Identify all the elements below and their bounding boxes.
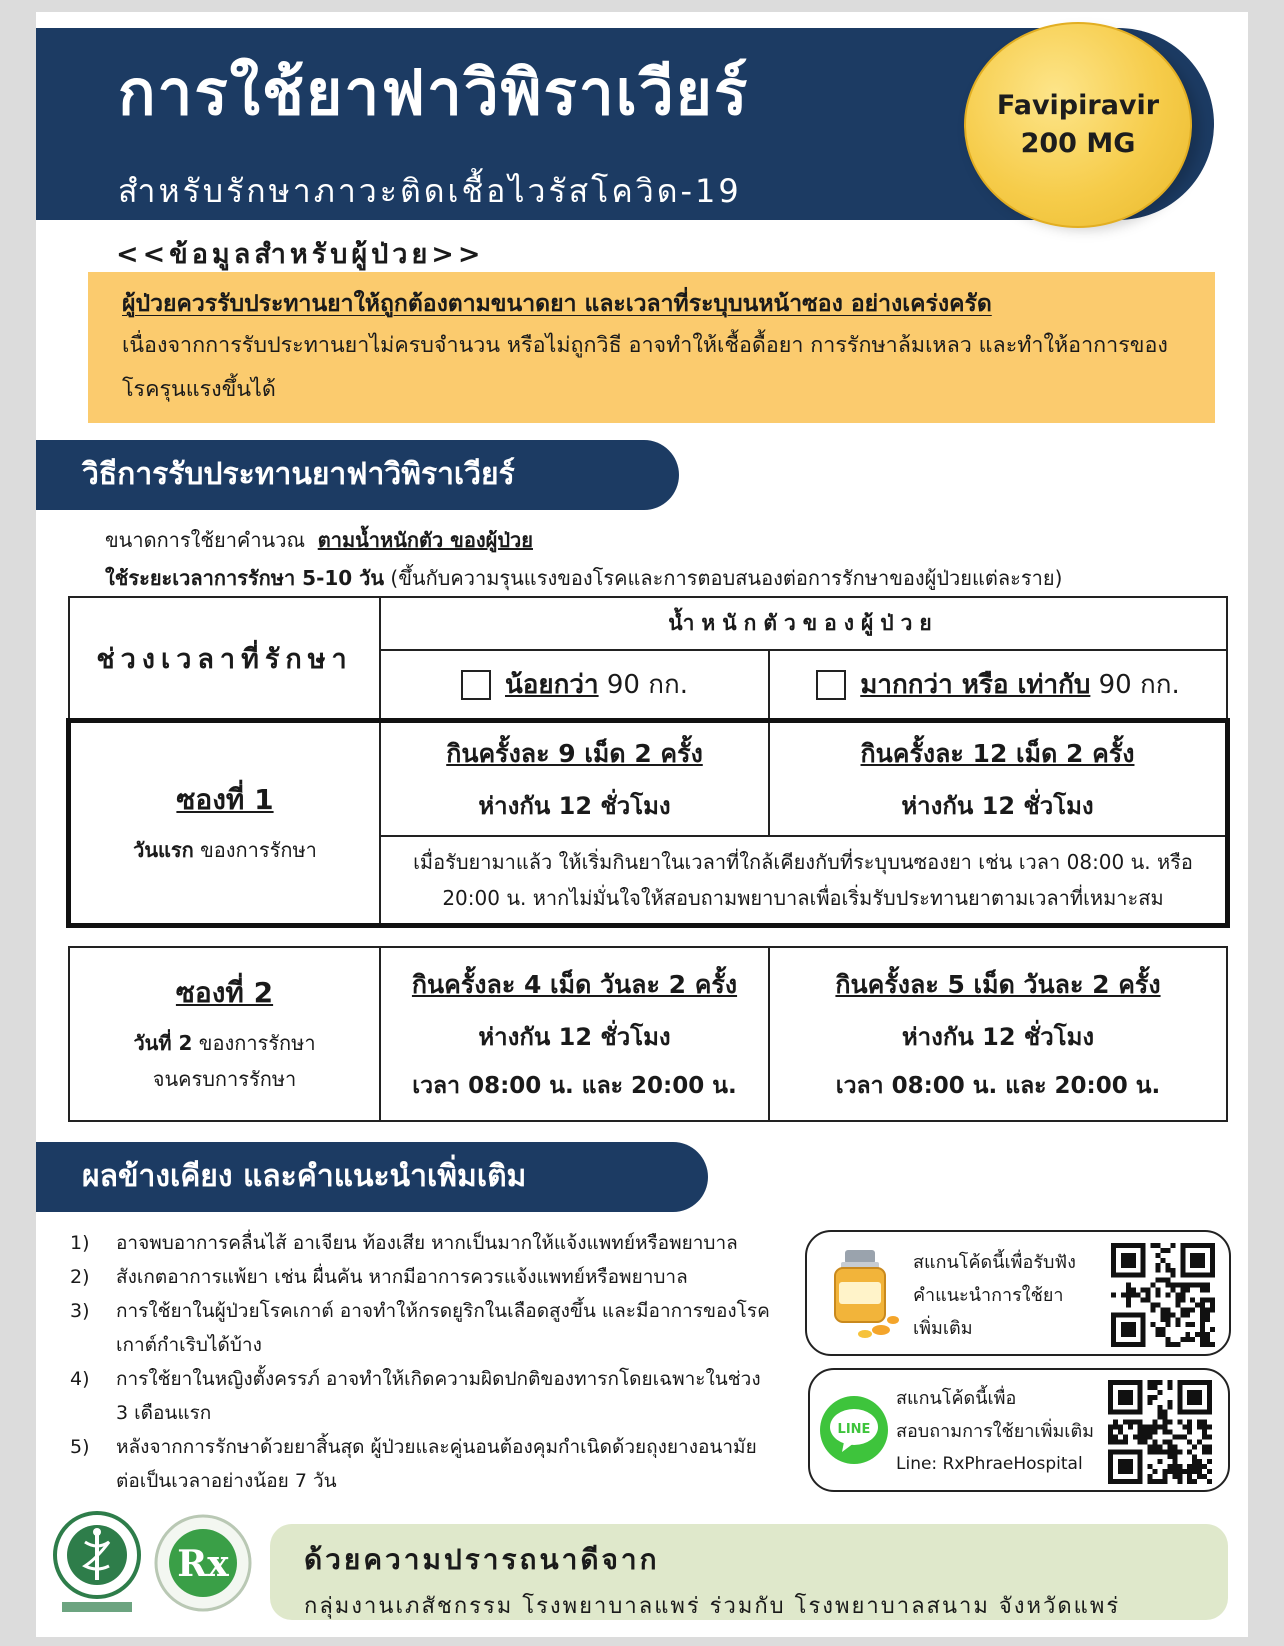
side-effect-number: 3) [70,1300,90,1322]
sachet-2-cell [70,948,381,1120]
qr-code-audio[interactable] [1111,1243,1215,1347]
sachet-1-less-dose: กินครั้งละ 9 เม็ด 2 ครั้ง [446,738,703,768]
side-effects-section-tab: ผลข้างเคียง และคำแนะนำเพิ่มเติม [36,1142,708,1212]
sachet-2-row [68,946,1228,1122]
footer-line1: ด้วยความปรารถนาดีจาก [304,1543,660,1576]
warning-box [88,272,1215,423]
sachet-1-row [66,718,1230,928]
option-more-bold: มากกว่า หรือ เท่ากับ [860,670,1091,700]
qr-audio-line2: คำแนะนำการใช้ยา [913,1285,1064,1306]
period-header-cell [70,598,381,718]
side-effect-text: อาจพบอาการคลื่นไส้ อาเจียน ท้องเสีย หากเป็นมากให้แจ้งแพทย์หรือพยาบาล [116,1232,738,1254]
line-app-icon [818,1394,890,1466]
side-effect-text: หลังจากการรักษาด้วยยาสิ้นสุด ผู้ป่วยและคู่นอนต้องคุมกำเนิดด้วยถุงยางอนามัยต่อเป็นเวลาอย่างน้อย 7 วัน [116,1436,757,1492]
qr-line-id: Line: RxPhraeHospital [896,1454,1083,1474]
sachet-2-more-cell [770,948,1226,1120]
method-section-tab: วิธีการรับประทานยาฟาวิพิราเวียร์ [36,440,679,510]
option-less-cell [381,651,770,718]
sachet-1-sub-rest: ของการรักษา [200,838,317,862]
drug-strength: 200 MG [1020,128,1136,159]
qr-audio-line3: เพิ่มเติม [913,1318,973,1339]
duration-rest: (ขึ้นกับความรุนแรงของโรคและการตอบสนองต่อการรักษาของผู้ป่วยแต่ละราย) [390,566,1063,590]
warning-headline: ผู้ป่วยควรรับประทานยาให้ถูกต้องตามขนาดยา และเวลาที่ระบุบนหน้าซอง อย่างเคร่งครัด [122,291,992,317]
option-more-rest: 90 กก. [1098,670,1180,700]
side-effect-number: 4) [70,1368,90,1390]
sachet-2-title: ซองที่ 2 [175,976,274,1009]
side-effects-list [70,1226,770,1498]
checkbox-more[interactable] [816,670,846,700]
weight-header-cell [381,598,1226,651]
sachet-1-sub-bold: วันแรก [133,838,194,862]
sachet-2-less-dose: กินครั้งละ 4 เม็ด วันละ 2 ครั้ง [411,969,738,999]
sachet-2-less-cell [381,948,770,1120]
qr-line-text [896,1382,1094,1481]
duration-note [105,562,1062,594]
sachet-2-less-times: เวลา 08:00 น. และ 20:00 น. [412,1072,737,1099]
period-header: ช่วงเวลาที่รักษา [96,643,353,675]
duration-bold: ใช้ระยะเวลาการรักษา 5-10 วัน [105,566,385,590]
checkbox-less[interactable] [461,670,491,700]
sachet-1-cell [71,723,381,923]
qr-code-line[interactable] [1108,1380,1212,1484]
qr-audio-box[interactable] [805,1230,1231,1356]
weight-header: น้ำหนักตัวของผู้ป่วย [668,611,939,635]
sachet-2-more-interval: ห่างกัน 12 ชั่วโมง [901,1022,1095,1051]
sachet-1-more-dose: กินครั้งละ 12 เม็ด 2 ครั้ง [860,738,1135,768]
drug-name: Favipiravir [996,90,1160,121]
sachet-2-sub-line2: จนครบการรักษา [152,1067,297,1091]
sachet-2-more-times: เวลา 08:00 น. และ 20:00 น. [835,1072,1161,1099]
qr-audio-text [913,1246,1076,1345]
page-subtitle: สำหรับรักษาภาวะติดเชื้อไวรัสโควิด-19 [118,172,742,210]
footer-box [270,1524,1228,1620]
dose-calc-note [105,524,533,556]
side-effect-item [70,1430,770,1498]
dose-calc-bold: ตามน้ำหนักตัว ของผู้ป่วย [317,528,533,552]
sachet-1-less-cell [381,723,770,837]
side-effect-number: 1) [70,1232,90,1254]
side-effect-item [70,1362,770,1430]
sachet-2-sub-rest: ของการรักษา [198,1031,316,1055]
sachet-1-note-cell [381,837,1225,923]
sachet-2-sub-bold: วันที่ 2 [133,1031,193,1055]
side-effect-item [70,1294,770,1362]
qr-line-line2: สอบถามการใช้ยาเพิ่มเติม [896,1421,1095,1442]
sachet-1-less-interval: ห่างกัน 12 ชั่วโมง [478,791,671,820]
medicine-bottle-icon [825,1248,901,1340]
option-more-cell [770,651,1226,718]
side-effect-text: สังเกตอาการแพ้ยา เช่น ผื่นคัน หากมีอาการควรแจ้งแพทย์หรือพยาบาล [116,1266,688,1288]
sachet-1-sub [133,832,317,868]
option-less-bold: น้อยกว่า [505,670,599,700]
dose-table-header [68,596,1228,720]
footer-line2: กลุ่มงานเภสัชกรรม โรงพยาบาลแพร่ ร่วมกับ โรงพยาบาลสนาม จังหวัดแพร่ [304,1594,1121,1619]
side-effect-item [70,1226,770,1260]
dose-calc-prefix: ขนาดการใช้ยาคำนวณ [105,528,305,552]
sachet-1-more-interval: ห่างกัน 12 ชั่วโมง [901,791,1094,820]
patient-info-label: <<ข้อมูลสำหรับผู้ป่วย>> [116,239,485,270]
hospital-seal-logo [52,1510,142,1616]
sachet-2-less-interval: ห่างกัน 12 ชั่วโมง [478,1022,671,1051]
qr-line-box[interactable] [808,1368,1230,1492]
sachet-2-sub [133,1025,315,1097]
sachet-1-title: ซองที่ 1 [176,783,274,816]
drug-pill-badge [964,22,1192,228]
rx-logo-letters: Rx [177,1543,229,1585]
option-more [860,664,1180,705]
sachet-2-more-dose: กินครั้งละ 5 เม็ด วันละ 2 ครั้ง [835,969,1161,999]
qr-line-line1: สแกนโค้ดนี้เพื่อ [896,1388,1017,1409]
option-less [505,664,688,705]
side-effect-item [70,1260,770,1294]
page-title: การใช้ยาฟาวิพิราเวียร์ [118,56,750,129]
side-effect-number: 2) [70,1266,90,1288]
side-effect-text: การใช้ยาในผู้ป่วยโรคเกาต์ อาจทำให้กรดยูริกในเลือดสูงขึ้น และมีอาการของโรคเกาต์กำเริบได้บ้าง [116,1300,770,1356]
line-badge-text: LINE [837,1422,871,1437]
side-effect-number: 5) [70,1436,90,1458]
sachet-1-note: เมื่อรับยามาแล้ว ให้เริ่มกินยาในเวลาที่ใกล้เคียงกับที่ระบุบนซองยา เช่น เวลา 08:00 น. หรือ 20:00 น. หากไม่มั่นใจให้สอบถามพยาบาลเพื่อเริ่มรับประทานยาตามเวลาที่เหมาะสม [413,850,1193,910]
qr-audio-line1: สแกนโค้ดนี้เพื่อรับฟัง [913,1252,1076,1273]
warning-body: เนื่องจากการรับประทานยาไม่ครบจำนวน หรือไม่ถูกวิธี อาจทำให้เชื้อดื้อยา การรักษาล้มเหลว และทำให้อาการของโรครุนแรงขึ้นได้ [122,333,1168,402]
rx-pharmacy-logo [154,1514,252,1612]
sachet-1-more-cell [770,723,1225,837]
side-effect-text: การใช้ยาในหญิงตั้งครรภ์ อาจทำให้เกิดความผิดปกติของทารกโดยเฉพาะในช่วง 3 เดือนแรก [116,1368,761,1424]
option-less-rest: 90 กก. [606,670,688,700]
